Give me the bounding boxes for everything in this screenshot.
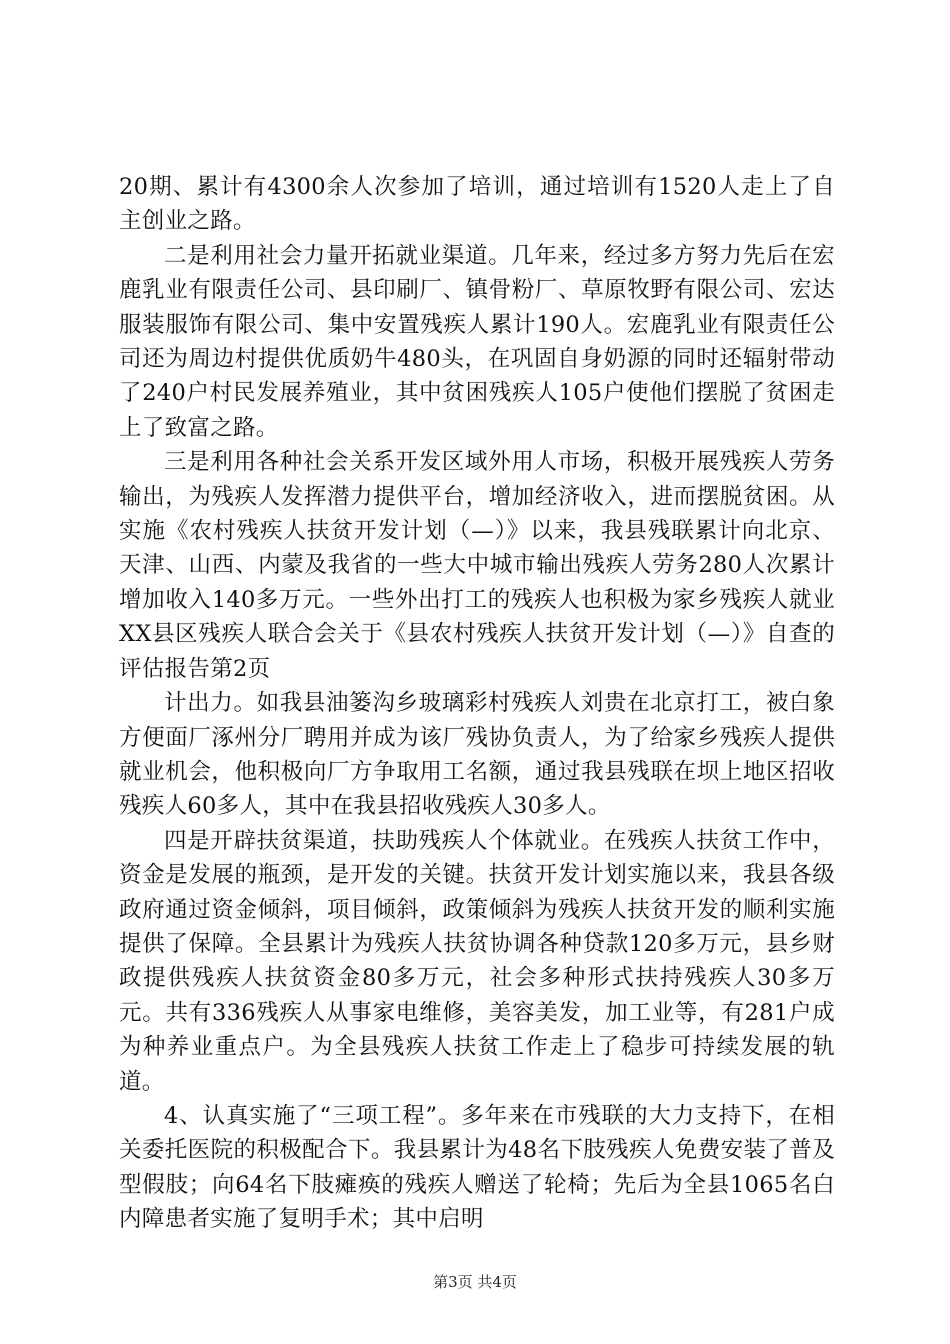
- document-body: [119, 170, 835, 1237]
- paragraph-three-projects: 4、认真实施了“三项工程”。多年来在市残联的大力支持下，在相关委托医院的积极配合下。我县累计为48名下肢残疾人免费安装了普及型假肢；向64名下肢瘫痪的残疾人赠送了轮椅；先后为全县1065名白内障患者实施了复明手术；其中启明: [119, 1102, 835, 1233]
- paragraph-poverty-channels: 四是开辟扶贫渠道，扶助残疾人个体就业。在残疾人扶贫工作中，资金是发展的瓶颈，是开发的关键。扶贫开发计划实施以来，我县各级政府通过资金倾斜，项目倾斜，政策倾斜为残疾人扶贫开发的顺利实施提供了保障。全县累计为残疾人扶贫协调各种贷款120多万元，县乡财政提供残疾人扶贫资金80多万元，社会多种形式扶持残疾人30多万元。共有336残疾人从事家电维修，美容美发，加工业等，有281户成为种养业重点户。为全县残疾人扶贫工作走上了稳步可持续发展的轨道。: [119, 827, 835, 1095]
- paragraph-liu-gui-example: 计出力。如我县油篓沟乡玻璃彩村残疾人刘贵在北京打工，被白象方便面厂涿州分厂聘用并成为该厂残协负责人，为了给家乡残疾人提供就业机会，他积极向厂方争取用工名额，通过我县残联在坝上地区招收残疾人60多人，其中在我县招收残疾人30多人。: [119, 690, 835, 820]
- paragraph-social-channels: 二是利用社会力量开拓就业渠道。几年来，经过多方努力先后在宏鹿乳业有限责任公司、县印刷厂、镇骨粉厂、草原牧野有限公司、宏达服装服饰有限公司、集中安置残疾人累计190人。宏鹿乳业有限责任公司还为周边村提供优质奶牛480头，在巩固自身奶源的同时还辐射带动了240户村民发展养殖业，其中贫困残疾人105户使他们摆脱了贫困走上了致富之路。: [119, 242, 835, 441]
- paragraph-continued: 20期、累计有4300余人次参加了培训，通过培训有1520人走上了自主创业之路。: [119, 174, 835, 235]
- paragraph-labor-export: 三是利用各种社会关系开发区域外用人市场，积极开展残疾人劳务输出，为残疾人发挥潜力提供平台，增加经济收入，进而摆脱贫困。从实施《农村残疾人扶贫开发计划（—）》以来，我县残联累计向北京、天津、山西、内蒙及我省的一些大中城市输出残疾人劳务280人次累计增加收入140多万元。一些外出打工的残疾人也积极为家乡残疾人就业XX县区残疾人联合会关于《县农村残疾人扶贫开发计划（—）》自查的评估报告第2页: [119, 449, 835, 682]
- page-number-footer: 第3页 共4页: [433, 1273, 517, 1291]
